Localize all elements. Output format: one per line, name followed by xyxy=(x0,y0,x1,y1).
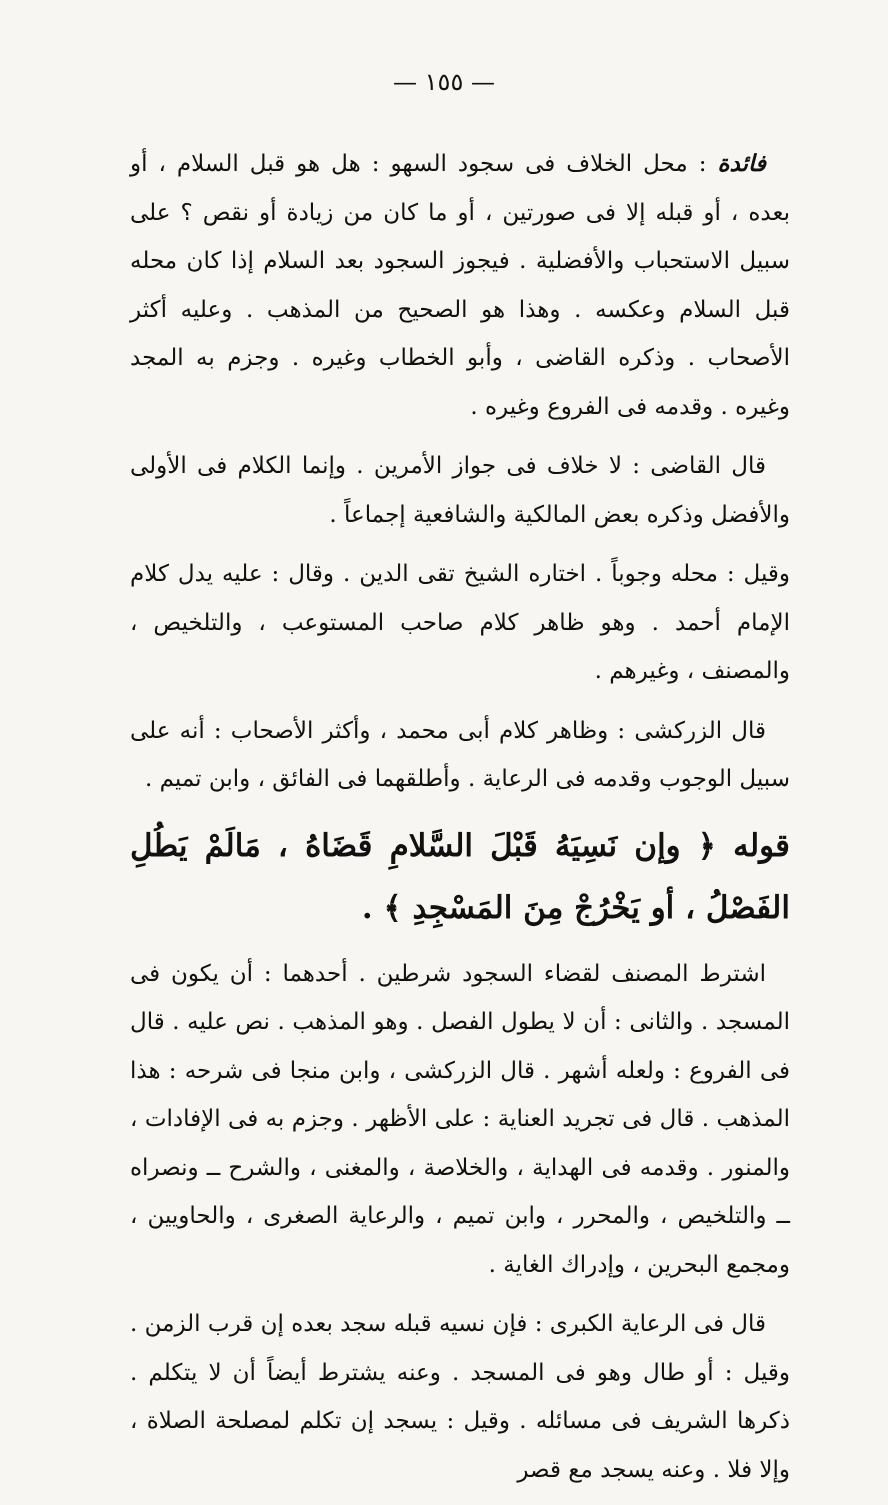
page-number: — ١٥٥ — xyxy=(393,68,495,96)
paragraph-lead-word: فائدة xyxy=(717,150,766,177)
paragraph: قال الزركشى : وظاهر كلام أبى محمد ، وأكثر الأصحاب : أنه على سبيل الوجوب وقدمه فى الرعاية . وأطلقهما فى الفائق ، وابن تميم . xyxy=(130,717,790,792)
page-body xyxy=(130,140,790,1505)
paragraph: قال القاضى : لا خلاف فى جواز الأمرين . وإنما الكلام فى الأولى والأفضل وذكره بعض المالكية والشافعية إجماعاً . xyxy=(130,453,790,528)
paragraph-text: : محل الخلاف فى سجود السهو : هل هو قبل السلام ، أو بعده ، أو قبله إلا فى صورتين ، أو ما كان من زيادة أو نقص ؟ على سبيل الاستحباب والأفضلية . فيجوز السجود بعد السلام إذا كان محله قبل السلام وعكسه . وهذا هو الصحيح من المذهب . وعليه أكثر الأصحاب . وذكره القاضى ، وأبو الخطاب وغيره . وجزم به المجد وغيره . وقدمه فى الفروع وغيره . xyxy=(130,151,790,420)
quoted-text: قوله ﴿ وإن نَسِيَهُ قَبْلَ السَّلامِ قَضَاهُ ، مَالَمْ يَطُلِ الفَصْلُ ، أو يَخْرُجْ مِنَ المَسْجِدِ ﴾ . xyxy=(130,827,790,926)
paragraph: وقيل : محله وجوباً . اختاره الشيخ تقى الدين . وقال : عليه يدل كلام الإمام أحمد . وهو ظاهر كلام صاحب المستوعب ، والتلخيص ، والمصنف ، وغيرهم . xyxy=(130,561,790,684)
paragraph: اشترط المصنف لقضاء السجود شرطين . أحدهما : أن يكون فى المسجد . والثانى : أن لا يطول الفصل . وهو المذهب . نص عليه . قال فى الفروع : ولعله أشهر . قال الزركشى ، وابن منجا فى شرحه : هذا المذهب . قال فى تجريد العناية : على الأظهر . وجزم به فى الإفادات ، والمنور . وقدمه فى الهداية ، والخلاصة ، والمغنى ، والشرح ــ ونصراه ــ والتلخيص ، والمحرر ، وابن تميم ، والرعاية الصغرى ، والحاويين ، ومجمع البحرين ، وإدراك الغاية . xyxy=(130,960,790,1278)
paragraph-fawaid xyxy=(130,140,790,431)
paragraph: قال فى الرعاية الكبرى : فإن نسيه قبله سجد بعده إن قرب الزمن . وقيل : أو طال وهو فى المسجد . وعنه يشترط أيضاً أن لا يتكلم . ذكرها الشريف فى مسائله . وقيل : يسجد إن تكلم لمصلحة الصلاة ، وإلا فلا . وعنه يسجد مع قصر xyxy=(130,1311,790,1483)
